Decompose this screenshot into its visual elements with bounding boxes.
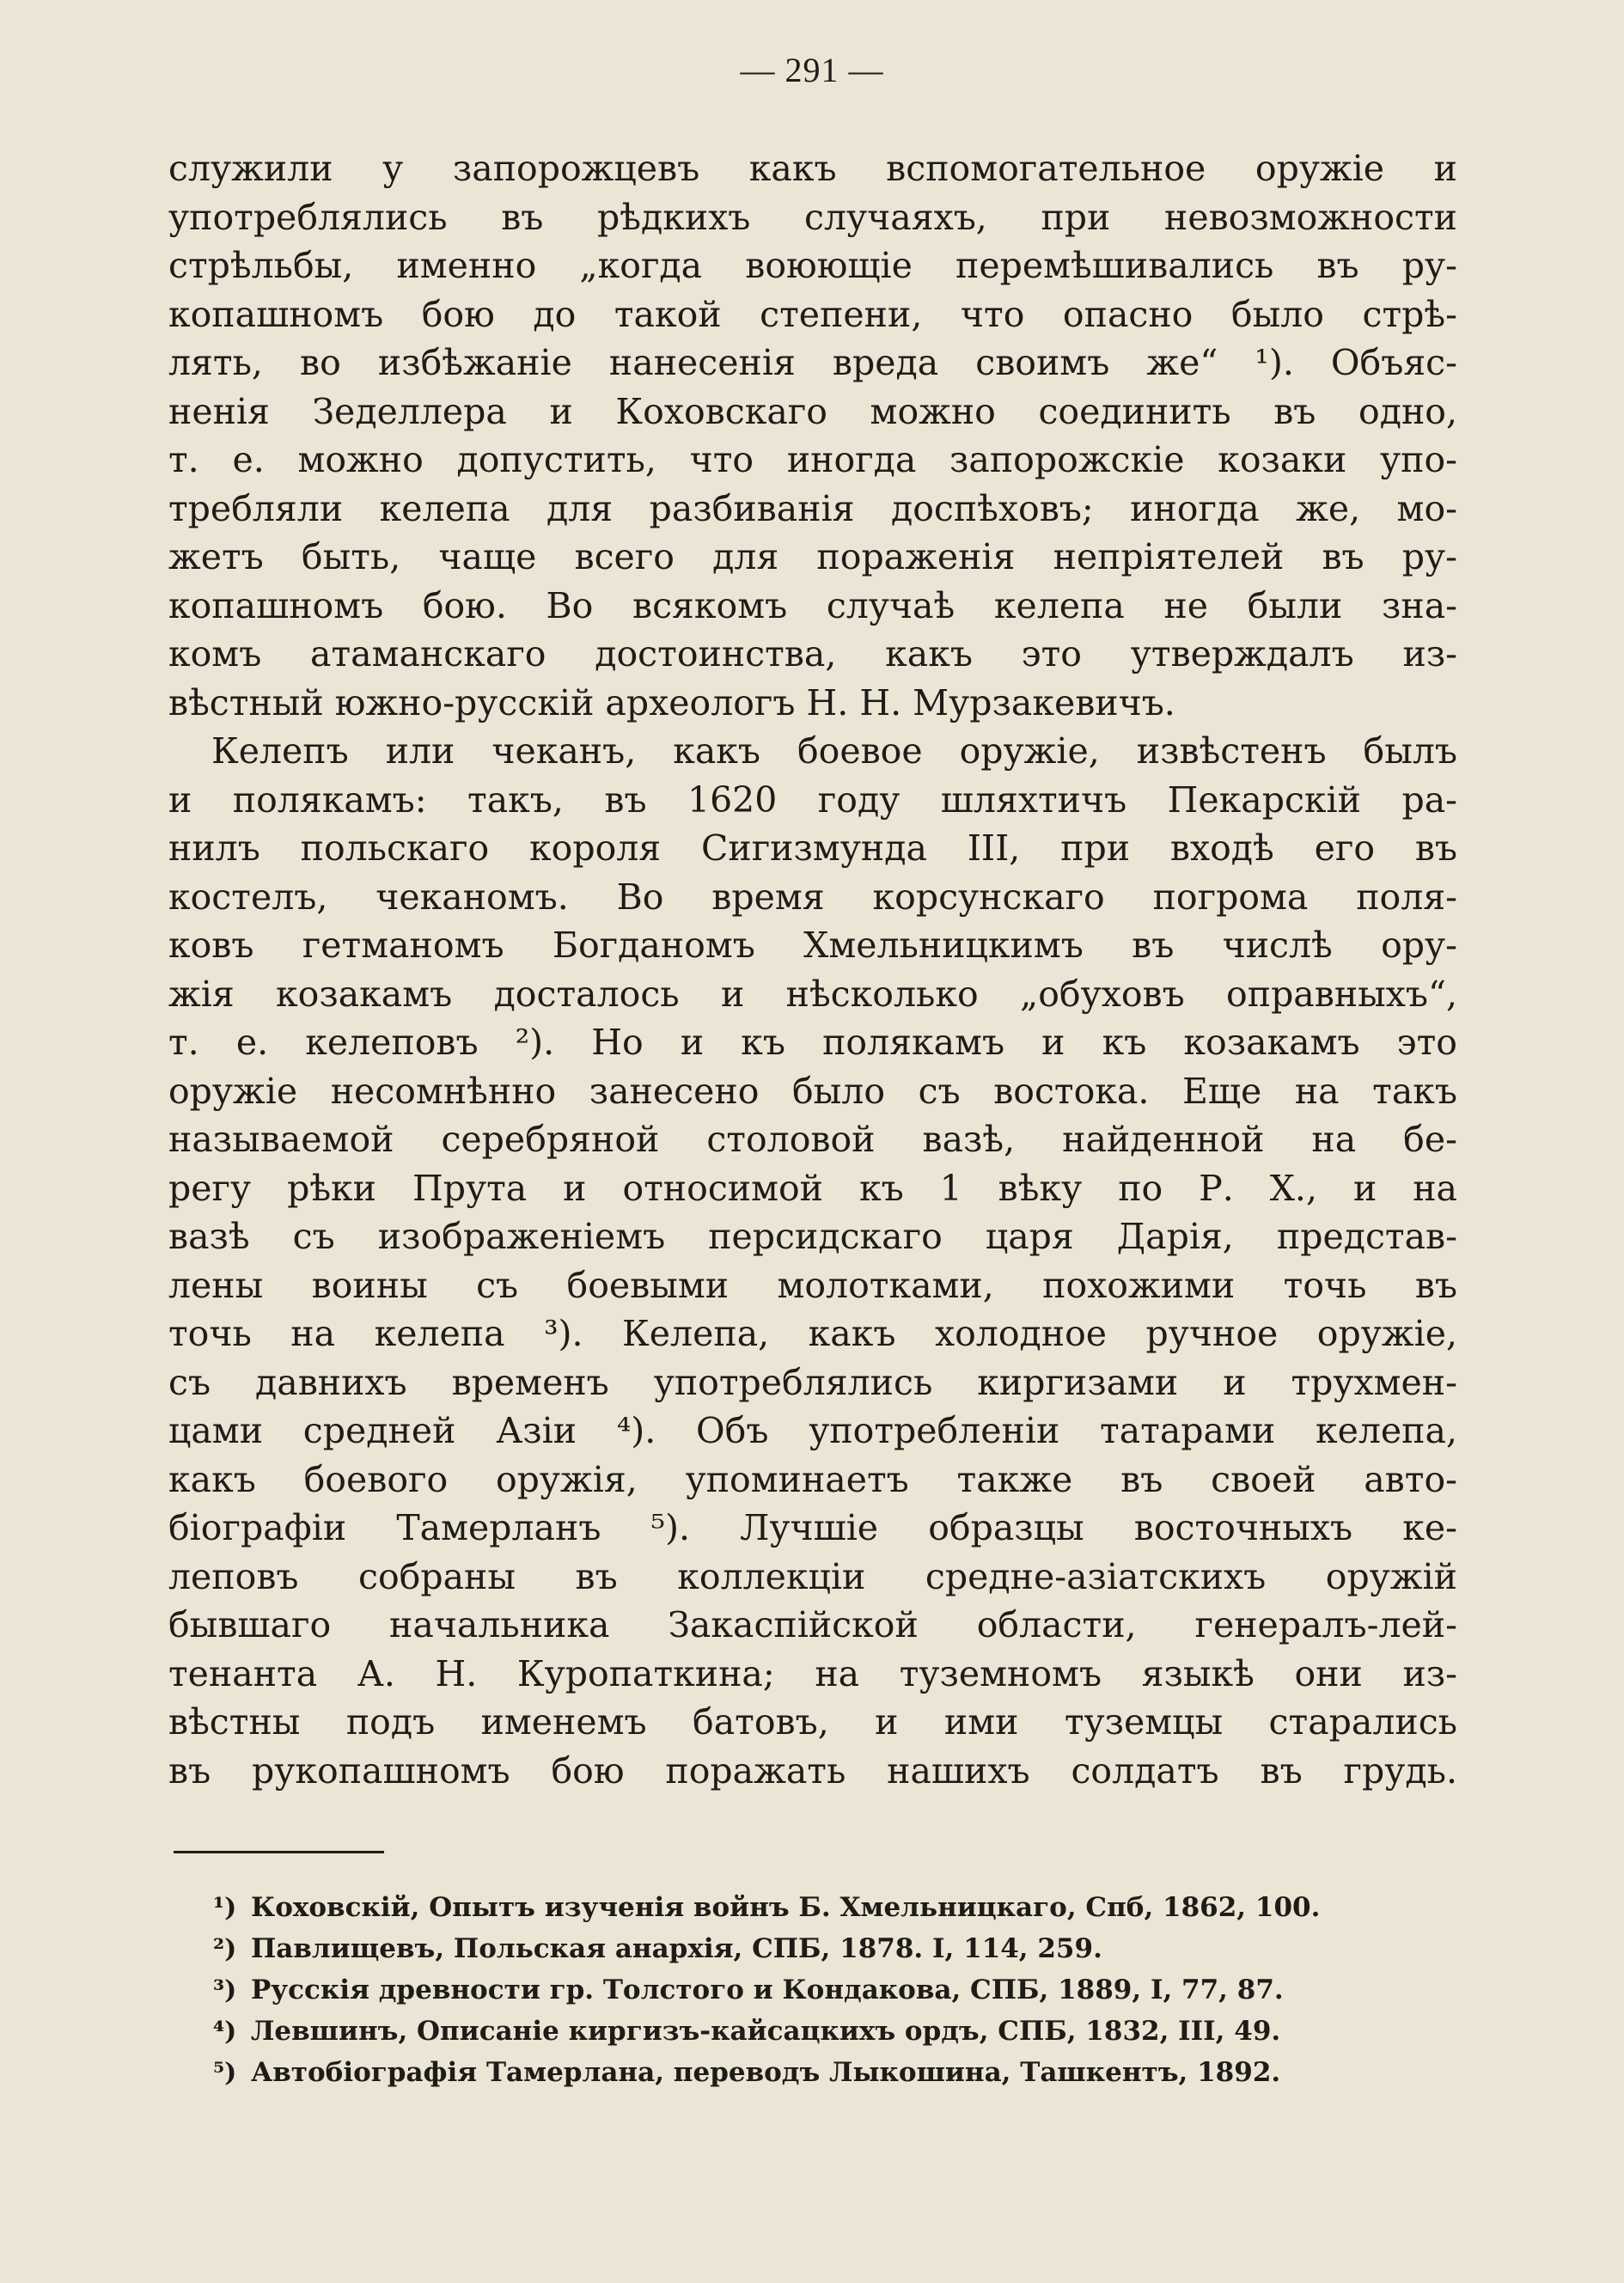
text-line: требляли келепа для разбиванія доспѣховъ; иногда же, мо- (168, 487, 1457, 529)
text-line: костелъ, чеканомъ. Во время корсунскаго погрома поля- (168, 876, 1457, 918)
body-text (168, 144, 1457, 1795)
footnote-text: Автобіографія Тамерлана, переводъ Лыкошина, Ташкентъ, 1892. (251, 2057, 1281, 2088)
text-line: служили у запорожцевъ какъ вспомогательное оружіе и (168, 148, 1457, 189)
text-line: въ рукопашномъ бою поражать нашихъ солдатъ въ грудь. (168, 1749, 1457, 1792)
text-line: бывшаго начальника Закаспійской области, генералъ-лей- (168, 1604, 1457, 1645)
text-line: лять, во избѣжаніе нанесенія вреда своимъ же“ ¹). Объяс- (168, 342, 1457, 383)
text-line: употреблялись въ рѣдкихъ случаяхъ, при невозможности (168, 196, 1457, 238)
text-line: комъ атаманскаго достоинства, какъ это утверждалъ из- (168, 633, 1457, 675)
text-line: оружіе несомнѣнно занесено было съ востока. Еще на такъ (168, 1070, 1457, 1112)
page-number: — 291 — (740, 51, 884, 89)
text-line: нилъ польскаго короля Сигизмунда III, при входѣ его въ (168, 827, 1457, 869)
text-line: жетъ быть, чаще всего для пораженія непріятелей въ ру- (168, 536, 1457, 577)
text-line: какъ боевого оружія, упоминаетъ также въ своей авто- (168, 1458, 1457, 1500)
text-line: регу рѣки Прута и относимой къ 1 вѣку по Р. Х., и на (168, 1167, 1457, 1209)
text-line: вѣстный южно-русскій археологъ Н. Н. Мурзакевичъ. (168, 681, 1175, 723)
text-line: цами средней Азіи ⁴). Объ употребленіи татарами келепа, (168, 1410, 1457, 1451)
text-line: лены воины съ боевыми молотками, похожими точь въ (168, 1264, 1457, 1306)
footnote-text: Левшинъ, Описаніе киргизъ-кайсацкихъ ордъ, СПБ, 1832, III, 49. (251, 2016, 1281, 2047)
text-line: вазѣ съ изображеніемъ персидскаго царя Дарія, представ- (168, 1216, 1457, 1257)
footnote-marker: ³) (213, 1975, 237, 2005)
text-line: жія козакамъ досталось и нѣсколько „обуховъ оправныхъ“, (168, 973, 1457, 1015)
footnote (213, 1969, 1459, 2011)
text-line: т. е. можно допустить, что иногда запорожскіе козаки упо- (168, 439, 1457, 480)
footnote-marker: ⁵) (213, 2058, 237, 2088)
footnote-marker: ¹) (213, 1893, 237, 1923)
text-line: ковъ гетманомъ Богданомъ Хмельницкимъ въ числѣ ору- (168, 925, 1457, 966)
text-line: т. е. келеповъ ²). Но и къ полякамъ и къ козакамъ это (168, 1022, 1457, 1063)
text-line: съ давнихъ временъ употреблялись киргизами и трухмен- (168, 1361, 1457, 1403)
text-line: біографіи Тамерланъ ⁵). Лучшіе образцы восточныхъ ке- (168, 1507, 1457, 1548)
footnote (213, 1928, 1459, 1969)
footnotes (213, 1887, 1459, 2093)
footnote-marker: ⁴) (213, 2017, 237, 2047)
text-line: стрѣльбы, именно „когда воюющіе перемѣшивались въ ру- (168, 245, 1457, 286)
text-line: копашномъ бою до такой степени, что опасно было стрѣ- (168, 293, 1457, 335)
text-line: вѣстны подъ именемъ батовъ, и ими туземцы старались (168, 1701, 1457, 1743)
footnote-separator (174, 1851, 384, 1853)
text-line: тенанта А. Н. Куропаткина; на туземномъ языкѣ они из- (168, 1652, 1457, 1694)
text-line: точь на келепа ³). Келепа, какъ холодное ручное оружіе, (168, 1313, 1457, 1354)
text-line: ненія Зеделлера и Коховскаго можно соединить въ одно, (168, 390, 1457, 432)
text-line: Келепъ или чеканъ, какъ боевое оружіе, извѣстенъ былъ (211, 730, 1457, 772)
text-line: леповъ собраны въ коллекціи средне-азіатскихъ оружій (168, 1555, 1457, 1597)
footnote (213, 2052, 1459, 2093)
footnote-text: Павлищевъ, Польская анархія, СПБ, 1878. I, 114, 259. (251, 1933, 1102, 1964)
footnote-text: Русскія древности гр. Толстого и Кондакова, СПБ, 1889, I, 77, 87. (251, 1975, 1284, 2005)
footnote (213, 2011, 1459, 2052)
footnote (213, 1887, 1459, 1928)
footnote-text: Коховскій, Опытъ изученія войнъ Б. Хмельницкаго, Спб, 1862, 100. (251, 1892, 1321, 1923)
footnote-marker: ²) (213, 1934, 237, 1964)
text-line: копашномъ бою. Во всякомъ случаѣ келепа не были зна- (168, 584, 1457, 626)
text-line: и полякамъ: такъ, въ 1620 году шляхтичъ Пекарскій ра- (168, 778, 1457, 821)
text-line: называемой серебряной столовой вазѣ, найденной на бе- (168, 1119, 1457, 1160)
